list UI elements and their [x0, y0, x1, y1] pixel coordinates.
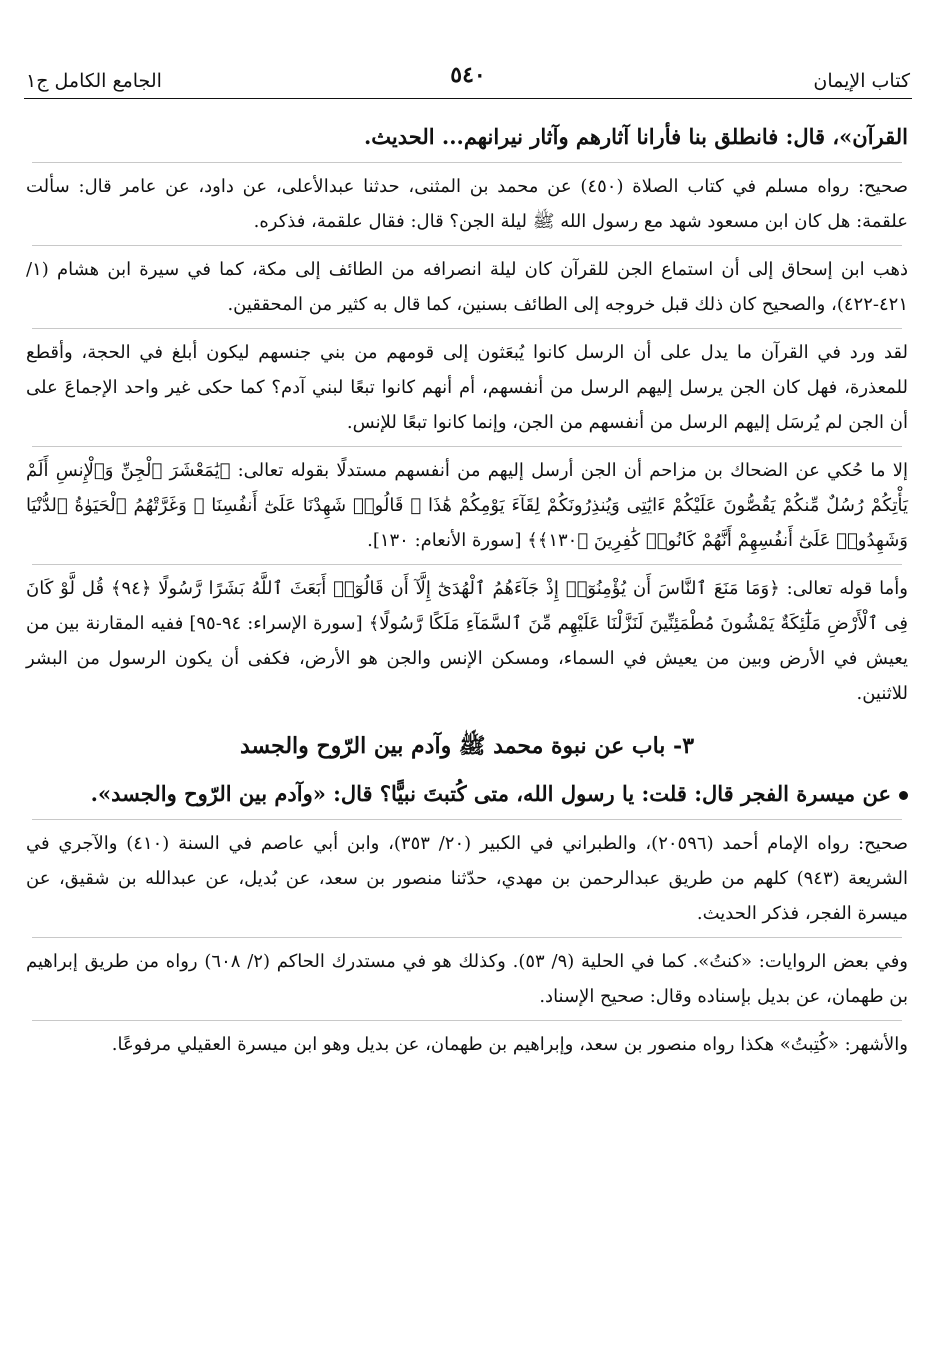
divider [32, 446, 902, 447]
hadith-body: عن ميسرة الفجر قال: قلت: يا رسول الله، متى كُتبتَ نبيًّا؟ قال: «وآدم بين الرّوح والجسد». [90, 781, 891, 806]
commentary-paragraph: ذهب ابن إسحاق إلى أن استماع الجن للقرآن كان ليلة انصرافه من الطائف إلى مكة، كما في سيرة ابن هشام (١/ ٤٢١-٤٢٢)، والصحيح كان ذلك قبل خروجه إلى الطائف بسنين، كما قال به كثير من المحققين. [26, 259, 908, 315]
commentary-paragraph: والأشهر: «كُتِبتُ» هكذا رواه منصور بن سعد، وإبراهيم بن طهمان، عن بديل وهو ابن ميسرة العقيلي مرفوعًا. [111, 1034, 908, 1055]
page-content [26, 118, 908, 1062]
commentary-paragraph: وأما قوله تعالى: ﴿وَمَا مَنَعَ ٱلنَّاسَ أَن يُؤْمِنُوٓا۟ إِذْ جَآءَهُمُ ٱلْهُدَىٰٓ إِلَّآ أَن قَالُوٓا۟ أَبَعَثَ ٱللَّهُ بَشَرًا رَّسُولًا ﴿٩٤﴾ قُل لَّوْ كَانَ فِى ٱلْأَرْضِ مَلَٰٓئِكَةٌ يَمْشُونَ مُطْمَئِنِّينَ لَنَزَّلْنَا عَلَيْهِم مِّنَ ٱلسَّمَآءِ مَلَكًا رَّسُولًا﴾ [سورة الإسراء: ٩٤-٩٥] ففيه المقارنة بين من يعيش في الأرض وبين من يعيش في السماء، ومسكن الإنس والجن هو الأرض، فكفى أن يكون الرسول من البشر للاثنين. [26, 578, 908, 704]
commentary-paragraph: إلا ما حُكي عن الضحاك بن مزاحم أن الجن أرسل إليهم من أنفسهم مستدلًا بقوله تعالى: ﴿يَٰمَعْشَرَ ٱلْجِنِّ وَٱلْإِنسِ أَلَمْ يَأْتِكُمْ رُسُلٌ مِّنكُمْ يَقُصُّونَ عَلَيْكُمْ ءَايَٰتِى وَيُنذِرُونَكُمْ لِقَآءَ يَوْمِكُمْ هَٰذَا ۚ قَالُوا۟ شَهِدْنَا عَلَىٰٓ أَنفُسِنَا ۖ وَغَرَّتْهُمُ ٱلْحَيَوٰةُ ٱلدُّنْيَا وَشَهِدُوا۟ عَلَىٰٓ أَنفُسِهِمْ أَنَّهُمْ كَانُوا۟ كَٰفِرِينَ ﴿١٣٠﴾﴾ [سورة الأنعام: ١٣٠]. [26, 460, 908, 551]
chapter-heading: ٣- باب عن نبوة محمد ﷺ وآدم بين الرّوح والجسد [239, 733, 695, 759]
commentary-paragraph: صحيح: رواه الإمام أحمد (٢٠٥٩٦)، والطبراني في الكبير (٢٠/ ٣٥٣)، وابن أبي عاصم في السنة (٤١٠) والآجري في الشريعة (٩٤٣) كلهم من طريق عبدالرحمن بن مهدي، حدّثنا منصور بن سعد، عن بُديل، عن عبدالله بن شقيق، عن ميسرة الفجر، فذكر الحديث. [26, 833, 909, 924]
commentary-paragraph: وفي بعض الروايات: «كنتُ». كما في الحلية (٩/ ٥٣). وكذلك هو في مستدرك الحاكم (٢/ ٦٠٨) رواه من طريق إبراهيم بن طهمان، عن بديل بإسناده وقال: صحيح الإسناد. [26, 951, 908, 1007]
hadith-continuation: القرآن»، قال: فانطلق بنا فأرانا آثارهم وآثار نيرانهم... الحديث. [363, 124, 908, 149]
page-header [26, 56, 910, 92]
divider [32, 1020, 902, 1021]
divider [32, 162, 902, 163]
work-title: الجامع الكامل ج١ [26, 70, 162, 92]
commentary-paragraph: صحيح: رواه مسلم في كتاب الصلاة (٤٥٠) عن محمد بن المثنى، حدثنا عبدالأعلى، عن داود، عن عامر قال: سألت علقمة: هل كان ابن مسعود شهد مع رسول الله ﷺ ليلة الجن؟ قال: فقال علقمة، فذكره. [26, 176, 908, 232]
bullet-icon [899, 791, 908, 800]
book-title: كتاب الإيمان [813, 70, 910, 92]
header-rule [24, 98, 912, 99]
divider [32, 564, 902, 565]
divider [32, 245, 902, 246]
divider [32, 819, 902, 820]
page-number: ٥٤٠ [450, 62, 486, 88]
divider [32, 328, 902, 329]
hadith-text [26, 775, 908, 813]
divider [32, 937, 902, 938]
commentary-paragraph: لقد ورد في القرآن ما يدل على أن الرسل كانوا يُبعَثون إلى قومهم من بني جنسهم ليكون أبلغ في الحجة، وأقطع للمعذرة، فهل كان الجن يرسل إليهم الرسل من أنفسهم، أم أنهم كانوا تبعًا لبني آدم؟ كما حكى غير واحد الإجماعَ على أن الجن لم يُرسَل إليهم الرسل من أنفسهم من الجن، وإنما كانوا تبعًا للإنس. [26, 342, 908, 433]
